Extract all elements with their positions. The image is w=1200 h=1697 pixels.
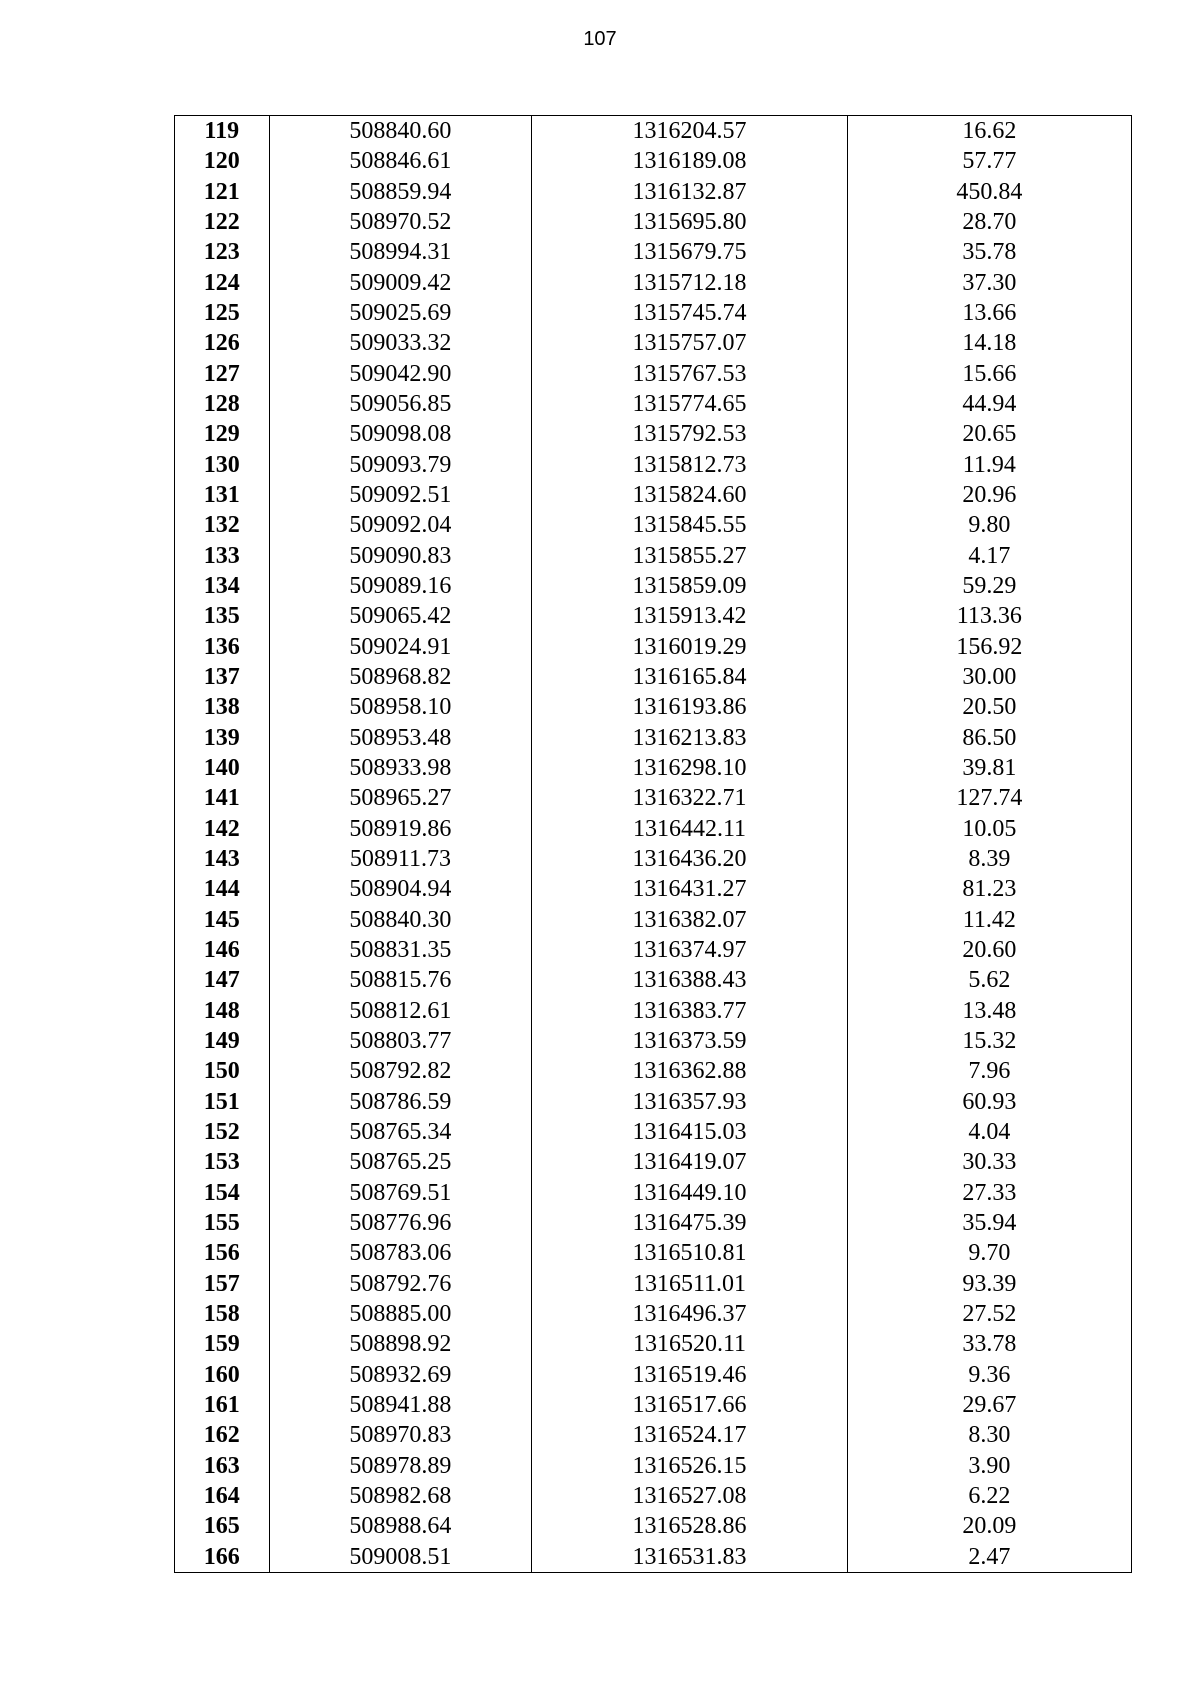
- table-row: [175, 1147, 1132, 1177]
- point-number-cell: 143: [175, 844, 270, 874]
- x-coordinate-cell: 509025.69: [269, 298, 532, 328]
- x-coordinate-cell: 508769.51: [269, 1177, 532, 1207]
- distance-cell: 15.66: [847, 359, 1131, 389]
- x-coordinate-cell: 508803.77: [269, 1026, 532, 1056]
- x-coordinate-cell: 508786.59: [269, 1087, 532, 1117]
- y-coordinate-cell: 1316193.86: [532, 692, 847, 722]
- table-row: [175, 1390, 1132, 1420]
- x-coordinate-cell: 509093.79: [269, 450, 532, 480]
- table-row: [175, 389, 1132, 419]
- table-row: [175, 1087, 1132, 1117]
- y-coordinate-cell: 1316496.37: [532, 1299, 847, 1329]
- distance-cell: 11.94: [847, 450, 1131, 480]
- y-coordinate-cell: 1316511.01: [532, 1268, 847, 1298]
- table-row: [175, 965, 1132, 995]
- table-row: [175, 935, 1132, 965]
- x-coordinate-cell: 508953.48: [269, 723, 532, 753]
- table-row: [175, 146, 1132, 176]
- point-number-cell: 129: [175, 419, 270, 449]
- table-row: [175, 1117, 1132, 1147]
- table-row: [175, 237, 1132, 267]
- point-number-cell: 157: [175, 1268, 270, 1298]
- y-coordinate-cell: 1315679.75: [532, 237, 847, 267]
- table-row: [175, 692, 1132, 722]
- distance-cell: 15.32: [847, 1026, 1131, 1056]
- point-number-cell: 130: [175, 450, 270, 480]
- table-row: [175, 1420, 1132, 1450]
- x-coordinate-cell: 508965.27: [269, 783, 532, 813]
- point-number-cell: 138: [175, 692, 270, 722]
- point-number-cell: 126: [175, 328, 270, 358]
- y-coordinate-cell: 1315757.07: [532, 328, 847, 358]
- y-coordinate-cell: 1316431.27: [532, 874, 847, 904]
- distance-cell: 4.04: [847, 1117, 1131, 1147]
- x-coordinate-cell: 509033.32: [269, 328, 532, 358]
- point-number-cell: 165: [175, 1511, 270, 1541]
- x-coordinate-cell: 509090.83: [269, 541, 532, 571]
- coordinates-table: [174, 115, 1132, 1573]
- distance-cell: 33.78: [847, 1329, 1131, 1359]
- point-number-cell: 159: [175, 1329, 270, 1359]
- point-number-cell: 122: [175, 207, 270, 237]
- y-coordinate-cell: 1316382.07: [532, 905, 847, 935]
- table-row: [175, 1511, 1132, 1541]
- x-coordinate-cell: 508812.61: [269, 996, 532, 1026]
- x-coordinate-cell: 508994.31: [269, 237, 532, 267]
- distance-cell: 44.94: [847, 389, 1131, 419]
- x-coordinate-cell: 509056.85: [269, 389, 532, 419]
- distance-cell: 13.66: [847, 298, 1131, 328]
- distance-cell: 27.52: [847, 1299, 1131, 1329]
- point-number-cell: 124: [175, 268, 270, 298]
- table-row: [175, 541, 1132, 571]
- distance-cell: 57.77: [847, 146, 1131, 176]
- x-coordinate-cell: 508904.94: [269, 874, 532, 904]
- y-coordinate-cell: 1316475.39: [532, 1208, 847, 1238]
- point-number-cell: 152: [175, 1117, 270, 1147]
- y-coordinate-cell: 1316517.66: [532, 1390, 847, 1420]
- distance-cell: 27.33: [847, 1177, 1131, 1207]
- point-number-cell: 127: [175, 359, 270, 389]
- point-number-cell: 128: [175, 389, 270, 419]
- y-coordinate-cell: 1316357.93: [532, 1087, 847, 1117]
- table-row: [175, 268, 1132, 298]
- point-number-cell: 147: [175, 965, 270, 995]
- x-coordinate-cell: 509024.91: [269, 632, 532, 662]
- distance-cell: 39.81: [847, 753, 1131, 783]
- distance-cell: 13.48: [847, 996, 1131, 1026]
- coordinates-table-body: [175, 116, 1132, 1573]
- distance-cell: 2.47: [847, 1541, 1131, 1572]
- y-coordinate-cell: 1316527.08: [532, 1481, 847, 1511]
- distance-cell: 113.36: [847, 601, 1131, 631]
- table-row: [175, 116, 1132, 147]
- point-number-cell: 148: [175, 996, 270, 1026]
- distance-cell: 20.65: [847, 419, 1131, 449]
- x-coordinate-cell: 509092.04: [269, 510, 532, 540]
- x-coordinate-cell: 508898.92: [269, 1329, 532, 1359]
- x-coordinate-cell: 508776.96: [269, 1208, 532, 1238]
- table-row: [175, 571, 1132, 601]
- table-row: [175, 1299, 1132, 1329]
- point-number-cell: 146: [175, 935, 270, 965]
- table-row: [175, 480, 1132, 510]
- y-coordinate-cell: 1316019.29: [532, 632, 847, 662]
- distance-cell: 127.74: [847, 783, 1131, 813]
- point-number-cell: 123: [175, 237, 270, 267]
- distance-cell: 16.62: [847, 116, 1131, 147]
- x-coordinate-cell: 508970.52: [269, 207, 532, 237]
- distance-cell: 11.42: [847, 905, 1131, 935]
- table-row: [175, 510, 1132, 540]
- distance-cell: 4.17: [847, 541, 1131, 571]
- y-coordinate-cell: 1316436.20: [532, 844, 847, 874]
- x-coordinate-cell: 509009.42: [269, 268, 532, 298]
- point-number-cell: 163: [175, 1450, 270, 1480]
- y-coordinate-cell: 1316383.77: [532, 996, 847, 1026]
- y-coordinate-cell: 1316388.43: [532, 965, 847, 995]
- table-row: [175, 723, 1132, 753]
- point-number-cell: 133: [175, 541, 270, 571]
- table-row: [175, 1208, 1132, 1238]
- y-coordinate-cell: 1315845.55: [532, 510, 847, 540]
- x-coordinate-cell: 508792.76: [269, 1268, 532, 1298]
- table-row: [175, 177, 1132, 207]
- table-row: [175, 844, 1132, 874]
- table-row: [175, 1481, 1132, 1511]
- point-number-cell: 134: [175, 571, 270, 601]
- x-coordinate-cell: 509092.51: [269, 480, 532, 510]
- y-coordinate-cell: 1316526.15: [532, 1450, 847, 1480]
- x-coordinate-cell: 508958.10: [269, 692, 532, 722]
- point-number-cell: 137: [175, 662, 270, 692]
- point-number-cell: 154: [175, 1177, 270, 1207]
- table-row: [175, 874, 1132, 904]
- x-coordinate-cell: 509065.42: [269, 601, 532, 631]
- y-coordinate-cell: 1316449.10: [532, 1177, 847, 1207]
- table-row: [175, 1177, 1132, 1207]
- y-coordinate-cell: 1316442.11: [532, 814, 847, 844]
- distance-cell: 6.22: [847, 1481, 1131, 1511]
- y-coordinate-cell: 1316415.03: [532, 1117, 847, 1147]
- y-coordinate-cell: 1316298.10: [532, 753, 847, 783]
- x-coordinate-cell: 508885.00: [269, 1299, 532, 1329]
- x-coordinate-cell: 508978.89: [269, 1450, 532, 1480]
- point-number-cell: 166: [175, 1541, 270, 1572]
- distance-cell: 20.60: [847, 935, 1131, 965]
- y-coordinate-cell: 1315859.09: [532, 571, 847, 601]
- point-number-cell: 162: [175, 1420, 270, 1450]
- x-coordinate-cell: 508831.35: [269, 935, 532, 965]
- point-number-cell: 120: [175, 146, 270, 176]
- y-coordinate-cell: 1316528.86: [532, 1511, 847, 1541]
- table-row: [175, 1238, 1132, 1268]
- x-coordinate-cell: 508859.94: [269, 177, 532, 207]
- y-coordinate-cell: 1316362.88: [532, 1056, 847, 1086]
- table-row: [175, 328, 1132, 358]
- table-row: [175, 450, 1132, 480]
- y-coordinate-cell: 1316519.46: [532, 1359, 847, 1389]
- x-coordinate-cell: 508815.76: [269, 965, 532, 995]
- y-coordinate-cell: 1316213.83: [532, 723, 847, 753]
- y-coordinate-cell: 1316419.07: [532, 1147, 847, 1177]
- x-coordinate-cell: 508765.25: [269, 1147, 532, 1177]
- distance-cell: 30.00: [847, 662, 1131, 692]
- x-coordinate-cell: 508911.73: [269, 844, 532, 874]
- point-number-cell: 121: [175, 177, 270, 207]
- table-row: [175, 207, 1132, 237]
- table-row: [175, 1359, 1132, 1389]
- point-number-cell: 141: [175, 783, 270, 813]
- distance-cell: 20.50: [847, 692, 1131, 722]
- table-row: [175, 1026, 1132, 1056]
- table-row: [175, 662, 1132, 692]
- table-row: [175, 1056, 1132, 1086]
- y-coordinate-cell: 1316531.83: [532, 1541, 847, 1572]
- y-coordinate-cell: 1315812.73: [532, 450, 847, 480]
- y-coordinate-cell: 1316524.17: [532, 1420, 847, 1450]
- y-coordinate-cell: 1315712.18: [532, 268, 847, 298]
- point-number-cell: 161: [175, 1390, 270, 1420]
- distance-cell: 7.96: [847, 1056, 1131, 1086]
- x-coordinate-cell: 508919.86: [269, 814, 532, 844]
- distance-cell: 9.80: [847, 510, 1131, 540]
- y-coordinate-cell: 1315774.65: [532, 389, 847, 419]
- x-coordinate-cell: 508941.88: [269, 1390, 532, 1420]
- y-coordinate-cell: 1316189.08: [532, 146, 847, 176]
- x-coordinate-cell: 508988.64: [269, 1511, 532, 1541]
- distance-cell: 450.84: [847, 177, 1131, 207]
- y-coordinate-cell: 1316520.11: [532, 1329, 847, 1359]
- distance-cell: 29.67: [847, 1390, 1131, 1420]
- distance-cell: 37.30: [847, 268, 1131, 298]
- x-coordinate-cell: 508840.60: [269, 116, 532, 147]
- distance-cell: 156.92: [847, 632, 1131, 662]
- distance-cell: 8.39: [847, 844, 1131, 874]
- x-coordinate-cell: 508932.69: [269, 1359, 532, 1389]
- x-coordinate-cell: 509089.16: [269, 571, 532, 601]
- distance-cell: 93.39: [847, 1268, 1131, 1298]
- y-coordinate-cell: 1316204.57: [532, 116, 847, 147]
- y-coordinate-cell: 1316132.87: [532, 177, 847, 207]
- point-number-cell: 153: [175, 1147, 270, 1177]
- x-coordinate-cell: 508783.06: [269, 1238, 532, 1268]
- y-coordinate-cell: 1315913.42: [532, 601, 847, 631]
- y-coordinate-cell: 1316510.81: [532, 1238, 847, 1268]
- y-coordinate-cell: 1316165.84: [532, 662, 847, 692]
- table-row: [175, 1329, 1132, 1359]
- point-number-cell: 150: [175, 1056, 270, 1086]
- y-coordinate-cell: 1315695.80: [532, 207, 847, 237]
- x-coordinate-cell: 509008.51: [269, 1541, 532, 1572]
- x-coordinate-cell: 508792.82: [269, 1056, 532, 1086]
- distance-cell: 9.70: [847, 1238, 1131, 1268]
- distance-cell: 8.30: [847, 1420, 1131, 1450]
- x-coordinate-cell: 508970.83: [269, 1420, 532, 1450]
- point-number-cell: 158: [175, 1299, 270, 1329]
- point-number-cell: 164: [175, 1481, 270, 1511]
- table-row: [175, 814, 1132, 844]
- table-row: [175, 783, 1132, 813]
- distance-cell: 59.29: [847, 571, 1131, 601]
- distance-cell: 86.50: [847, 723, 1131, 753]
- x-coordinate-cell: 509042.90: [269, 359, 532, 389]
- y-coordinate-cell: 1315824.60: [532, 480, 847, 510]
- distance-cell: 81.23: [847, 874, 1131, 904]
- y-coordinate-cell: 1316374.97: [532, 935, 847, 965]
- distance-cell: 28.70: [847, 207, 1131, 237]
- point-number-cell: 135: [175, 601, 270, 631]
- x-coordinate-cell: 508982.68: [269, 1481, 532, 1511]
- table-row: [175, 1541, 1132, 1572]
- point-number-cell: 140: [175, 753, 270, 783]
- point-number-cell: 151: [175, 1087, 270, 1117]
- point-number-cell: 132: [175, 510, 270, 540]
- point-number-cell: 156: [175, 1238, 270, 1268]
- table-row: [175, 601, 1132, 631]
- table-row: [175, 905, 1132, 935]
- x-coordinate-cell: 508968.82: [269, 662, 532, 692]
- point-number-cell: 144: [175, 874, 270, 904]
- x-coordinate-cell: 508933.98: [269, 753, 532, 783]
- page-number: 107: [583, 28, 617, 50]
- table-row: [175, 359, 1132, 389]
- distance-cell: 9.36: [847, 1359, 1131, 1389]
- y-coordinate-cell: 1315767.53: [532, 359, 847, 389]
- table-row: [175, 996, 1132, 1026]
- y-coordinate-cell: 1316322.71: [532, 783, 847, 813]
- distance-cell: 20.09: [847, 1511, 1131, 1541]
- x-coordinate-cell: 508840.30: [269, 905, 532, 935]
- table-row: [175, 632, 1132, 662]
- point-number-cell: 155: [175, 1208, 270, 1238]
- point-number-cell: 160: [175, 1359, 270, 1389]
- point-number-cell: 131: [175, 480, 270, 510]
- distance-cell: 20.96: [847, 480, 1131, 510]
- y-coordinate-cell: 1315745.74: [532, 298, 847, 328]
- y-coordinate-cell: 1316373.59: [532, 1026, 847, 1056]
- table-row: [175, 419, 1132, 449]
- y-coordinate-cell: 1315792.53: [532, 419, 847, 449]
- y-coordinate-cell: 1315855.27: [532, 541, 847, 571]
- x-coordinate-cell: 509098.08: [269, 419, 532, 449]
- distance-cell: 35.94: [847, 1208, 1131, 1238]
- distance-cell: 10.05: [847, 814, 1131, 844]
- distance-cell: 60.93: [847, 1087, 1131, 1117]
- distance-cell: 14.18: [847, 328, 1131, 358]
- point-number-cell: 136: [175, 632, 270, 662]
- point-number-cell: 142: [175, 814, 270, 844]
- table-row: [175, 1450, 1132, 1480]
- point-number-cell: 125: [175, 298, 270, 328]
- distance-cell: 3.90: [847, 1450, 1131, 1480]
- point-number-cell: 149: [175, 1026, 270, 1056]
- x-coordinate-cell: 508765.34: [269, 1117, 532, 1147]
- distance-cell: 5.62: [847, 965, 1131, 995]
- point-number-cell: 139: [175, 723, 270, 753]
- distance-cell: 30.33: [847, 1147, 1131, 1177]
- table-row: [175, 298, 1132, 328]
- point-number-cell: 145: [175, 905, 270, 935]
- x-coordinate-cell: 508846.61: [269, 146, 532, 176]
- distance-cell: 35.78: [847, 237, 1131, 267]
- table-row: [175, 1268, 1132, 1298]
- point-number-cell: 119: [175, 116, 270, 147]
- table-row: [175, 753, 1132, 783]
